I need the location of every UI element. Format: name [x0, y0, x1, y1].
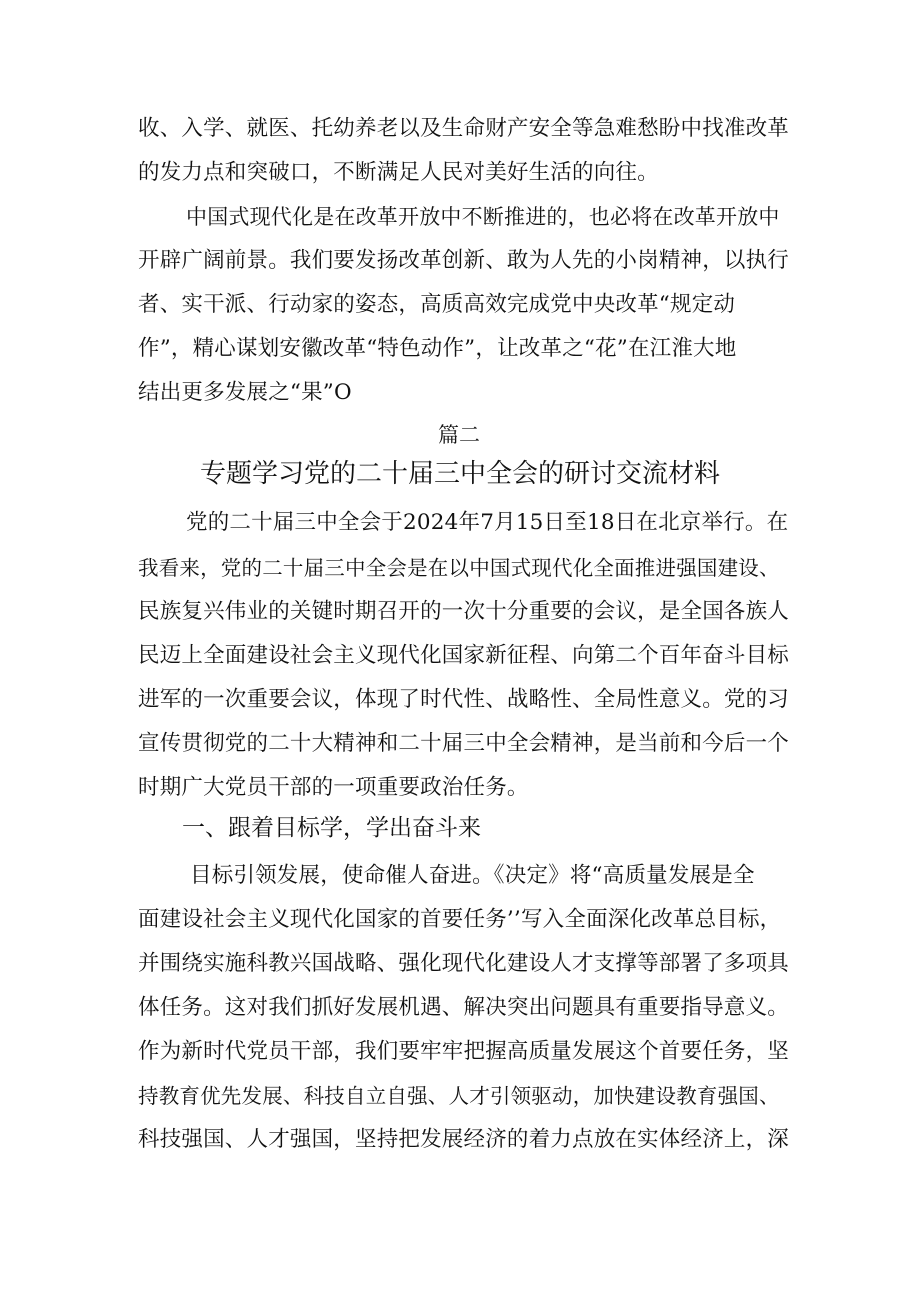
paragraph-line: 科技强国、人才强国，坚持把发展经济的着力点放在实体经济上，深	[138, 1127, 790, 1152]
paragraph-line: 中国式现代化是在改革开放中不断推进的，也必将在改革开放中	[186, 205, 780, 229]
paragraph-line: 的发力点和突破口，不断满足人民对美好生活的向往。	[138, 160, 659, 185]
paragraph-line: 时期广大党员干部的一项重要政治任务。	[138, 775, 529, 800]
paragraph-line: 我看来，党的二十届三中全会是在以中国式现代化全面推进强国建设、	[138, 556, 780, 580]
paragraph-line: 党的二十届三中全会于2024年7月15日至18日在北京举行。在	[186, 510, 789, 535]
paragraph-line: 者、实干派、行动家的姿态，高质高效完成党中央改革“规定动	[138, 292, 736, 317]
paragraph-line: 开辟广阔前景。我们要发扬改革创新、敢为人先的小岗精神，以执行	[138, 248, 790, 273]
section-label: 篇二	[438, 423, 480, 447]
document-title: 专题学习党的二十届三中全会的研讨交流材料	[199, 459, 720, 489]
paragraph-line: 民迈上全面建设社会主义现代化国家新征程、向第二个百年奋斗目标	[138, 643, 790, 668]
paragraph-line: 作”，精心谋划安徽改革“特色动作”，让改革之“花”在江淮大地	[138, 336, 737, 361]
paragraph-line: 并围绕实施科教兴国战略、强化现代化建设人才支撑等部署了多项具	[138, 951, 790, 976]
paragraph-line: 收、入学、就医、托幼养老以及生命财产安全等急难愁盼中找准改革	[138, 116, 790, 141]
paragraph-line: 民族复兴伟业的关键时期召开的一次十分重要的会议，是全国各族人	[138, 599, 790, 624]
paragraph-line: 体任务。这对我们抓好发展机遇、解决突出问题具有重要指导意义。	[138, 995, 790, 1020]
paragraph-line: 宣传贯彻党的二十大精神和二十届三中全会精神，是当前和今后一个	[138, 731, 790, 756]
section-heading: 一、跟着目标学，学出奋斗来	[182, 815, 481, 841]
paragraph-line: 结出更多发展之“果”O	[138, 380, 352, 405]
paragraph-line: 目标引领发展，使命催人奋进。《决定》将“高质量发展是全	[190, 863, 755, 888]
paragraph-line: 面建设社会主义现代化国家的首要任务’’写入全面深化改革总目标，	[138, 907, 782, 932]
paragraph-line: 作为新时代党员干部，我们要牢牢把握高质量发展这个首要任务，坚	[138, 1039, 790, 1064]
paragraph-line: 持教育优先发展、科技自立自强、人才引领驱动，加快建设教育强国、	[138, 1084, 780, 1108]
paragraph-line: 进军的一次重要会议，体现了时代性、战略性、全局性意义。党的习	[138, 687, 790, 712]
